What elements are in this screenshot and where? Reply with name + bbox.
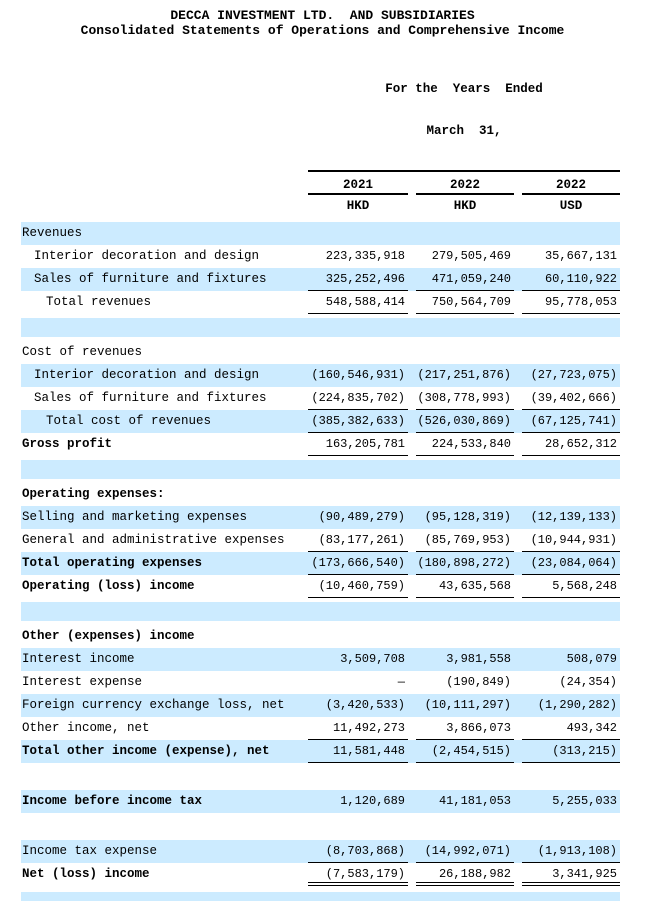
row-net-loss-income — [21, 863, 620, 886]
value-2022-hkd: (95,128,319) — [424, 510, 511, 524]
value-2022-usd: (1,290,282) — [537, 698, 617, 712]
value-2022-hkd: (85,769,953) — [416, 529, 514, 552]
row-total-cost-of-revenues — [21, 410, 620, 433]
row-label: Selling and marketing expenses — [22, 510, 248, 524]
value-2022-hkd: 43,635,568 — [416, 575, 514, 598]
row-label: Total operating expenses — [22, 556, 203, 570]
row-label: Interest expense — [22, 675, 143, 689]
value-2022-usd: 60,110,922 — [522, 268, 620, 291]
row-interest-income — [21, 648, 620, 671]
value-2022-hkd: 471,059,240 — [416, 268, 514, 291]
value-2022-hkd: 750,564,709 — [416, 291, 514, 314]
year-column-2021: 2021 — [308, 175, 408, 195]
row-foreign-currency-exchange-loss — [21, 694, 620, 717]
value-2021-hkd: 325,252,496 — [308, 268, 408, 291]
row-gross-profit — [21, 433, 620, 456]
value-2022-usd: (67,125,741) — [522, 410, 620, 433]
row-operating-loss-income — [21, 575, 620, 598]
row-label: Cost of revenues — [22, 345, 143, 359]
value-2022-usd: 5,568,248 — [522, 575, 620, 598]
row-other-expenses-income-section — [21, 625, 620, 648]
value-2022-hkd: (180,898,272) — [416, 552, 514, 575]
year-header-row — [21, 175, 620, 195]
row-label: Total other income (expense), net — [22, 744, 270, 758]
value-2022-usd: (313,215) — [522, 740, 620, 763]
row-label: Gross profit — [22, 437, 113, 451]
row-label: Total revenues — [46, 295, 152, 309]
value-2022-hkd: (14,992,071) — [416, 840, 514, 863]
value-2022-hkd: (190,849) — [446, 675, 511, 689]
value-2022-usd: 35,667,131 — [544, 249, 617, 263]
value-2022-usd: 508,079 — [566, 652, 617, 666]
value-2021-hkd: 223,335,918 — [325, 249, 405, 263]
row-label: Other (expenses) income — [22, 629, 195, 643]
row-interior-decoration-design-cost — [21, 364, 620, 387]
row-sales-furniture-fixtures-cost — [21, 387, 620, 410]
period-header-row — [21, 54, 620, 172]
value-2021-hkd: (83,177,261) — [308, 529, 408, 552]
year-column-2022-usd: 2022 — [522, 175, 620, 195]
value-2021-hkd: 163,205,781 — [308, 433, 408, 456]
spacer-band — [21, 817, 620, 836]
row-label: Operating expenses: — [22, 487, 165, 501]
row-total-operating-expenses — [21, 552, 620, 575]
stripe-band — [21, 318, 620, 337]
row-label: Foreign currency exchange loss, net — [22, 698, 285, 712]
row-label: Net (loss) income — [22, 867, 150, 881]
value-2021-hkd: 548,588,414 — [308, 291, 408, 314]
row-operating-expenses-section — [21, 483, 620, 506]
row-interior-decoration-design-revenue — [21, 245, 620, 268]
period-line-2: March 31, — [426, 124, 502, 138]
row-label: Revenues — [22, 226, 83, 240]
value-2022-hkd: (526,030,869) — [416, 410, 514, 433]
value-2022-usd: (1,913,108) — [522, 840, 620, 863]
currency-hkd-2022: HKD — [453, 199, 477, 213]
value-2021-hkd: (8,703,868) — [308, 840, 408, 863]
row-label: Interest income — [22, 652, 135, 666]
value-2022-hkd: (10,111,297) — [424, 698, 511, 712]
row-revenues-section — [21, 222, 620, 245]
value-2021-hkd: (160,546,931) — [311, 368, 405, 382]
value-2022-hkd: (2,454,515) — [416, 740, 514, 763]
value-2021-hkd: (224,835,702) — [308, 387, 408, 410]
bottom-stripe-band — [21, 886, 620, 901]
value-2022-usd: (10,944,931) — [522, 529, 620, 552]
value-2022-hkd: 279,505,469 — [431, 249, 511, 263]
value-2022-usd: 493,342 — [522, 717, 620, 740]
value-2022-usd: (23,084,064) — [522, 552, 620, 575]
spacer-band — [21, 767, 620, 786]
row-cost-of-revenues-section — [21, 341, 620, 364]
value-2021-hkd: (173,666,540) — [308, 552, 408, 575]
row-label: Other income, net — [22, 721, 150, 735]
value-2022-hkd: 41,181,053 — [438, 794, 511, 808]
value-2021-hkd: 3,509,708 — [340, 652, 405, 666]
value-2021-hkd: (90,489,279) — [318, 510, 405, 524]
row-sales-furniture-fixtures-revenue — [21, 268, 620, 291]
row-total-other-income-expense — [21, 740, 620, 763]
value-2022-usd: 5,255,033 — [552, 794, 617, 808]
currency-usd-2022: USD — [559, 199, 583, 213]
value-2021-hkd: — — [397, 675, 405, 689]
row-interest-expense — [21, 671, 620, 694]
spacer-row — [21, 314, 620, 341]
row-total-revenues — [21, 291, 620, 314]
value-2021-hkd: (10,460,759) — [308, 575, 408, 598]
statement-table — [0, 222, 645, 901]
row-other-income-net — [21, 717, 620, 740]
row-label: Income tax expense — [22, 844, 158, 858]
spacer-row — [21, 763, 620, 790]
value-2022-usd: (24,354) — [559, 675, 617, 689]
stripe-band — [21, 460, 620, 479]
value-2022-hkd: 3,981,558 — [446, 652, 511, 666]
row-label: General and administrative expenses — [22, 533, 285, 547]
currency-hkd-2021: HKD — [346, 199, 370, 213]
value-2022-hkd: (217,251,876) — [417, 368, 511, 382]
value-2022-usd: 95,778,053 — [522, 291, 620, 314]
spacer-row — [21, 598, 620, 625]
value-2022-hkd: 224,533,840 — [416, 433, 514, 456]
value-2021-hkd: (3,420,533) — [325, 698, 405, 712]
value-2022-usd: (39,402,666) — [522, 387, 620, 410]
row-general-administrative-expenses — [21, 529, 620, 552]
document-header — [0, 0, 645, 38]
row-income-before-income-tax — [21, 790, 620, 813]
value-2022-hkd: (308,778,993) — [416, 387, 514, 410]
value-2022-usd: (12,139,133) — [530, 510, 617, 524]
value-2022-hkd: 26,188,982 — [416, 863, 514, 886]
value-2021-hkd: 1,120,689 — [340, 794, 405, 808]
currency-header-row — [21, 198, 620, 214]
row-income-tax-expense — [21, 840, 620, 863]
value-2022-usd: (27,723,075) — [530, 368, 617, 382]
row-label: Interior decoration and design — [34, 368, 260, 382]
period-header — [308, 54, 620, 172]
row-label: Income before income tax — [22, 794, 203, 808]
row-label: Operating (loss) income — [22, 579, 195, 593]
value-2022-usd: 3,341,925 — [522, 863, 620, 886]
row-label: Total cost of revenues — [46, 414, 212, 428]
spacer-row — [21, 813, 620, 840]
year-column-2022-hkd: 2022 — [416, 175, 514, 195]
page-title: DECCA INVESTMENT LTD. AND SUBSIDIARIES — [170, 8, 475, 23]
value-2022-usd: 28,652,312 — [522, 433, 620, 456]
value-2021-hkd: 11,492,273 — [308, 717, 408, 740]
value-2021-hkd: (7,583,179) — [308, 863, 408, 886]
row-label: Sales of furniture and fixtures — [34, 272, 267, 286]
row-label: Sales of furniture and fixtures — [34, 391, 267, 405]
page-subtitle: Consolidated Statements of Operations and Comprehensive Income — [80, 23, 565, 38]
stripe-band — [21, 602, 620, 621]
value-2022-hkd: 3,866,073 — [416, 717, 514, 740]
value-2021-hkd: (385,382,633) — [308, 410, 408, 433]
value-2021-hkd: 11,581,448 — [308, 740, 408, 763]
row-selling-marketing-expenses — [21, 506, 620, 529]
spacer-row — [21, 456, 620, 483]
row-label: Interior decoration and design — [34, 249, 260, 263]
period-line-1: For the Years Ended — [385, 82, 543, 96]
